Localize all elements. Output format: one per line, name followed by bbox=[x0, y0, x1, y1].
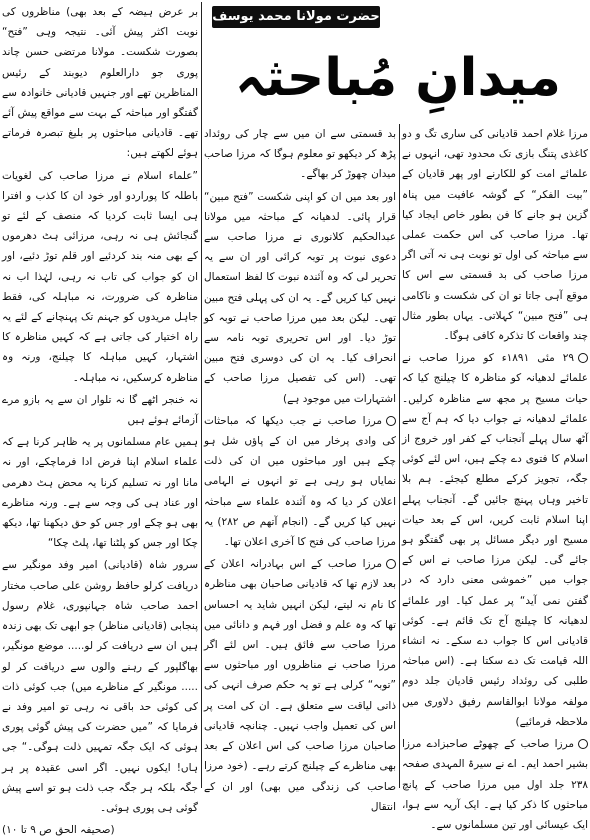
paragraph-text: مرزا صاحب کے چھوٹے صاحبزادے مرزا بشیر احمد ایم۔ اے نے سیرۃ المہدی صفحہ ۲۳۸ جلد اول میں مرزا صاحب کے پانچ مباحثوں کا ذکر کیا ہے۔ ایک آریہ سے ہوا، ایک عیسائی اور تین مسلمانوں سے۔ bbox=[402, 738, 588, 831]
paragraph-text: مرزا صاحب کے اس بہادرانہ اعلان کے بعد لازم تھا کہ قادیانی صاحبان بھی مناظرہ کا نام نہ لیتے، لیکن انہیں شاید یہ احساس تھا کہ وہ علم و فضل اور فہم و دانائی میں مرزا صاحب سے فائق ہیں۔ اس لئے اگر مرزا صاحب نے مناظروں اور مباحثوں سے ”توبہ“ کرلی ہے تو یہ حکم صرف انہی کی ذاتی لیاقت سے متعلق ہے۔ ان کی امت پر اس کی تعمیل واجب نہیں۔ چنانچہ قادیانی صاحبان مرزا صاحب کی اس اعلان کے بعد بھی مناظرے کے چیلنج کرتے رہے۔ (خود مرزا صاحب کی زندگی میں بھی) اور ان کے انتقال bbox=[204, 558, 396, 813]
paragraph: سرور شاہ (قادیانی) امیر وفد مونگیر سے دریافت کرلو حافظ روشن علی صاحب مختار احمد صاحب شاہ جہانپوری، غلام رسول پنجابی (قادیانی مناظر) جو ابھی تک بھی زندہ ہیں ان سے دریافت کر لو..... موضع مونگیر، بھاگلپور کے رہنے والوں سے دریافت کر لو ..... مونگیر کے مناظرے میں) جب کوئی ذات کی کوئی حد باقی نہ رہی تو امیر وفد نے فرمایا کہ ”میں حضرت کی پیش گوئی پوری ہوئی کہ ایک جگہ تمہیں ذلت ہوگی۔“ جی ہاں! ایکوں نہیں۔ اگر اسی عقیدہ پر ہر جگہ بلکہ ہر جگہ جب ذلت ہو تو اسے پیش گوئی ہی پوری ہوئی۔ bbox=[2, 559, 198, 814]
bullet-circle-icon bbox=[386, 416, 396, 426]
verse: نہ خنجر اٹھے گا نہ تلوار ان سے یہ بازو مرے آزمائے ہوئے ہیں bbox=[2, 393, 198, 427]
paragraph: بر عرض ہیضہ کے بعد بھی) مناظروں کی نوبت اکثر پیش آئی۔ نتیجہ وہی ”فتح“ بصورت شکست۔ مولانا مرتضی حسن چاند پوری جو دارالعلوم دیوبند کے رئیس المناظرین تھے اور جنہیں قادیانی خانوادہ سے گفتگو اور مباحثہ کے بہت سے مواقع پیش آئے تھے۔ قادیانی مباحثوں پر بلیغ تبصرہ فرماتے ہوئے لکھتے ہیں: bbox=[2, 6, 198, 160]
article-column-middle bbox=[204, 124, 396, 813]
bullet-circle-icon bbox=[578, 739, 588, 749]
paragraph bbox=[402, 734, 588, 835]
paragraph: ہمیں عام مسلمانوں پر یہ ظاہر کرنا ہے کہ علماء اسلام اپنا فرض ادا فرماچکے، اور نہ مانا اور نہ تسلیم کرنا یہ محض ہٹ دھرمی اور عناد ہی کی وجہ سے ہے۔ ورنہ مناظرے بھی ہو چکے اور جس کو حق دیکھنا تھا، دیکھ چکا اور جس کو پلٹنا تھا، پلٹ چکا“ bbox=[2, 436, 198, 550]
paragraph: مرزا غلام احمد قادیانی کی ساری تگ و دو کاغذی پتنگ بازی تک محدود تھی، انہوں نے علمائے امت کو للکارنے اور پھر قادیان کے ”بیت الفکر“ کے گوشہ عافیت میں پناہ گزین ہو جانے کا فن بطور خاص ایجاد کیا تھا۔ مرزا صاحب کی اس حکمت عملی سے مباحثہ کی اول تو نوبت ہی نہ آتی اگر مرزا صاحب کی بد قسمتی سے اس کا موقع آہی جاتا تو ان کی شکست و ناکامی ہی ”فتح مبین“ کہلاتی۔ یہاں بطور مثال چند واقعات کا تذکرہ کافی ہوگا۔ bbox=[402, 128, 588, 343]
paragraph bbox=[402, 348, 588, 732]
quote-paragraph: ”علماء اسلام نے مرزا صاحب کی لغویات باطلہ کا پوراردو اور خود ان کا کذب و افترا ہی ایسا ثابت کردیا کہ منصف کے لئے تو گنجائش ہی نہ رہی، مرزائی ہٹ دھرموں کے بھی منہ بند کردئیے اور قلم توڑ دئیے، اور ان کو جواب کی تاب نہ رہی، لہٰذا اب نہ مناظرہ کی ضرورت، نہ مباہلہ کی، فقط جاہل مریدوں کو جہنم تک پہنچانے کے لئے یہ راہ اختیار کی جاتی ہے کہ کہیں مناظرہ کا اشتہار، کہیں مباہلہ کا چیلنج، ورنہ وہ مناظرہ کرسکیں، نہ مباہلہ۔ bbox=[2, 169, 198, 384]
bullet-circle-icon bbox=[386, 559, 396, 569]
paragraph: اور بعد میں ان کو اپنی شکست ”فتح مبین“ قرار پائی۔ لدھیانہ کے مباحثہ میں مولانا عبدالحکیم کلانوری نے مرزا صاحب سے دعوی نبوت پر توبہ کرائی اور ان سے یہ تحریر لی کہ وہ آئندہ نبوت کا لفظ استعمال نہیں کیا کریں گے۔ یہ ان کی پہلی فتح مبین تھی۔ لیکن بعد میں مرزا صاحب نے توبہ کو توڑ دیا۔ اور اس تحریری توبہ نامہ سے انحراف کیا۔ یہ ان کی دوسری فتح مبین تھی۔ (اس کی تفصیل مرزا صاحب کے اشتہارات میں موجود ہے) bbox=[204, 190, 396, 405]
paragraph-text: مرزا صاحب نے جب دیکھا کہ مباحثات کی وادی پرخار میں ان کے پاؤں شل ہو چکے ہیں اور مباحثوں میں ان کی ذلت نمایاں ہو رہی ہے تو انہوں نے الہامی اعلان کر دیا کہ وہ آئندہ علماء سے مباحثہ نہیں کیا کریں گے۔ (انجام آتھم ص ۲۸۲) یہ مرزا صاحب کی فتح کا آخری اعلان تھا۔ bbox=[204, 414, 396, 549]
column-divider bbox=[399, 124, 400, 788]
article-column-left bbox=[2, 2, 198, 837]
article-column-right bbox=[402, 124, 588, 831]
paragraph bbox=[204, 554, 396, 817]
column-divider bbox=[201, 2, 202, 788]
author-byline: حضرت مولانا محمد یوسف لدھیانوی bbox=[212, 6, 380, 28]
citation: (صحیفہ الحق ص ۹ تا ۱۰) bbox=[2, 824, 115, 837]
paragraph: بد قسمتی سے ان میں سے چار کی روئداد پڑھ کر دیکھو تو معلوم ہوگا کہ مرزا صاحب میدان چھوڑ کر بھاگے۔ bbox=[204, 128, 396, 181]
bullet-circle-icon bbox=[578, 353, 588, 363]
paragraph-text: ۲۹ مئی ۱۸۹۱ء کو مرزا صاحب نے علمائے لدھیانہ کو مناظرہ کا چیلنج کیا کہ حیات مسیح پر مجھ سے مناظرہ کرلیں۔ علمائے لدھیانہ نے جواب دیا کہ ہم آج سے آٹھ سال پہلے آنجناب کے کفر اور خروج از اسلام کا فتوی دے چکے ہیں، اس لئے کوئی جگہ، تجویز کرکے مطلع کیجئے۔ ہم بلا تاخیر وہاں پہنچ جائیں گے۔ آنجناب پہلے اپنا اسلام ثابت کریں، اس کے بعد حیات مسیح اور دیگر مسائل پر بھی گفتگو ہو جائے گی۔ لیکن مرزا صاحب نے اس کے جواب میں ”خموشی معنی دارد کہ در گفتن نمی آید“ پر عمل کیا۔ اور علمائے لدھیانہ کا چیلنج آج تک قائم ہے۔ کوئی قادیانی اس کا جواب دے سکے۔ نہ انشاء اللہ قیامت تک دے سکتا ہے۔ (اس مباحثہ طلبی کی روئداد رئیس قادیان جلد دوم مولفہ مولانا ابوالقاسم رفیق دلاوری میں ملاحظہ فرمائیے) bbox=[402, 352, 588, 728]
article-headline: میدانِ مُباحثہ bbox=[235, 48, 561, 108]
paragraph bbox=[204, 411, 396, 552]
